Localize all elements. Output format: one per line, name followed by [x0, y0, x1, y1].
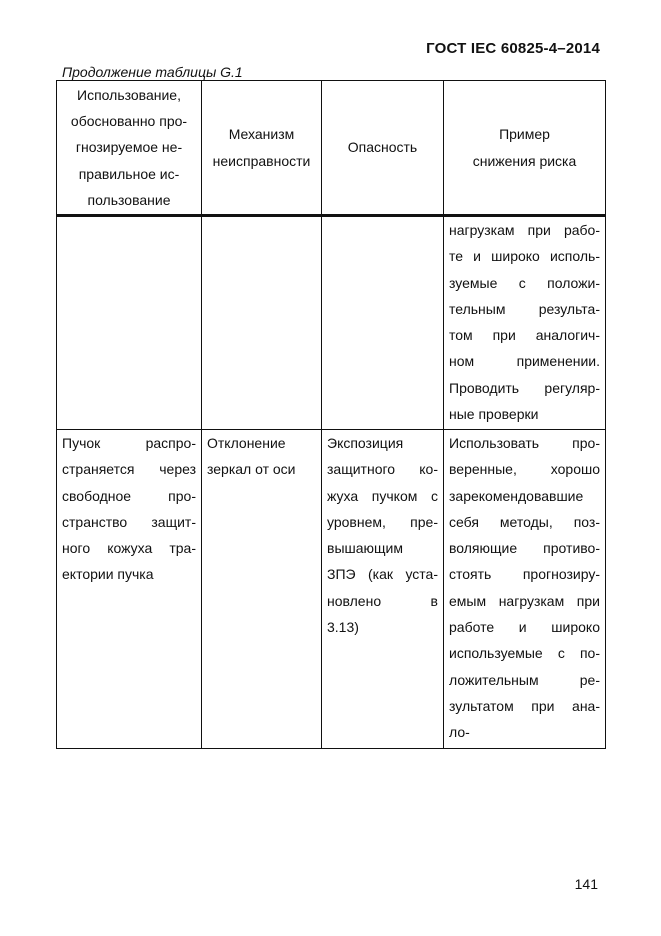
column-header-hazard — [322, 81, 444, 216]
cell-line: нагрузкам при рабо- — [449, 222, 600, 238]
standard-header: ГОСТ IEC 60825-4–2014 — [426, 40, 600, 57]
cell-line: том при аналогич- — [449, 327, 600, 344]
header-line: Опасность — [347, 139, 418, 156]
table-row — [57, 430, 606, 749]
header-line: гнозируемое не- — [75, 139, 183, 156]
cell-line: жуха пучком с — [327, 487, 438, 504]
table-cell — [444, 430, 606, 749]
table-cell — [202, 430, 322, 749]
cell-line: ло- — [449, 724, 470, 741]
cell-line: Проводить регуляр- — [449, 379, 600, 396]
cell-line: свободное про- — [62, 487, 196, 504]
cell-line: защитного ко- — [327, 461, 438, 478]
cell-line: используемые с по- — [449, 645, 600, 662]
cell-line: ектории пучка — [62, 566, 154, 583]
cell-line: веренные, хорошо — [449, 461, 600, 478]
cell-line: зультатом при ана- — [449, 697, 600, 714]
cell-line: ные проверки — [449, 406, 539, 423]
cell-line: Использовать про- — [449, 435, 600, 451]
cell-line: ного кожуха тра- — [62, 540, 196, 557]
header-line: Пример — [499, 126, 550, 143]
cell-line: Пучок распро- — [62, 435, 196, 451]
cell-line: стоять прогнозиру- — [449, 566, 600, 583]
table-cell — [322, 430, 444, 749]
header-line: неисправности — [212, 152, 311, 169]
cell-line: зуемые с положи- — [449, 274, 600, 291]
cell-line: емым нагрузкам при — [449, 592, 600, 609]
column-header-example — [444, 81, 606, 216]
header-line: обоснованно про- — [70, 113, 188, 130]
cell-line: себя методы, поз- — [449, 513, 600, 530]
cell-line: 3.13) — [327, 619, 359, 636]
cell-line: воляющие противо- — [449, 540, 600, 557]
cell-line: работе и широко — [449, 619, 600, 636]
cell-line: новлено в — [327, 592, 438, 609]
cell-line: зарекомендовавшие — [449, 487, 584, 504]
cell-line: Отклонение — [207, 435, 286, 451]
table-cell — [444, 216, 606, 430]
table-row — [57, 216, 606, 430]
header-line: пользование — [87, 191, 171, 208]
cell-line: вышающим — [327, 540, 403, 557]
cell-line: зеркал от оси — [207, 461, 296, 478]
column-header-mechanism — [202, 81, 322, 216]
table-cell — [57, 430, 202, 749]
cell-line: ном применении. — [449, 353, 600, 370]
table-header-row — [57, 81, 606, 216]
column-header-usage — [57, 81, 202, 216]
cell-line: те и широко исполь- — [449, 248, 600, 265]
table-cell — [202, 216, 322, 430]
page-number: 141 — [574, 876, 598, 892]
cell-line: страняется через — [62, 461, 196, 478]
cell-line: ЗПЭ (как уста- — [327, 566, 438, 583]
cell-line: ложительным ре- — [449, 671, 600, 688]
cell-line: Экспозиция — [327, 435, 404, 451]
table-cell — [57, 216, 202, 430]
gost-table — [56, 80, 606, 749]
header-line: снижения риска — [472, 152, 577, 169]
table-caption: Продолжение таблицы G.1 — [62, 64, 243, 80]
header-line: Механизм — [228, 126, 295, 143]
header-line: Использование, — [77, 86, 181, 103]
cell-line: странство защит- — [62, 513, 196, 530]
header-line: правильное ис- — [78, 165, 180, 182]
table-cell — [322, 216, 444, 430]
cell-line: уровнем, пре- — [327, 513, 438, 530]
cell-line: тельным результа- — [449, 300, 600, 317]
